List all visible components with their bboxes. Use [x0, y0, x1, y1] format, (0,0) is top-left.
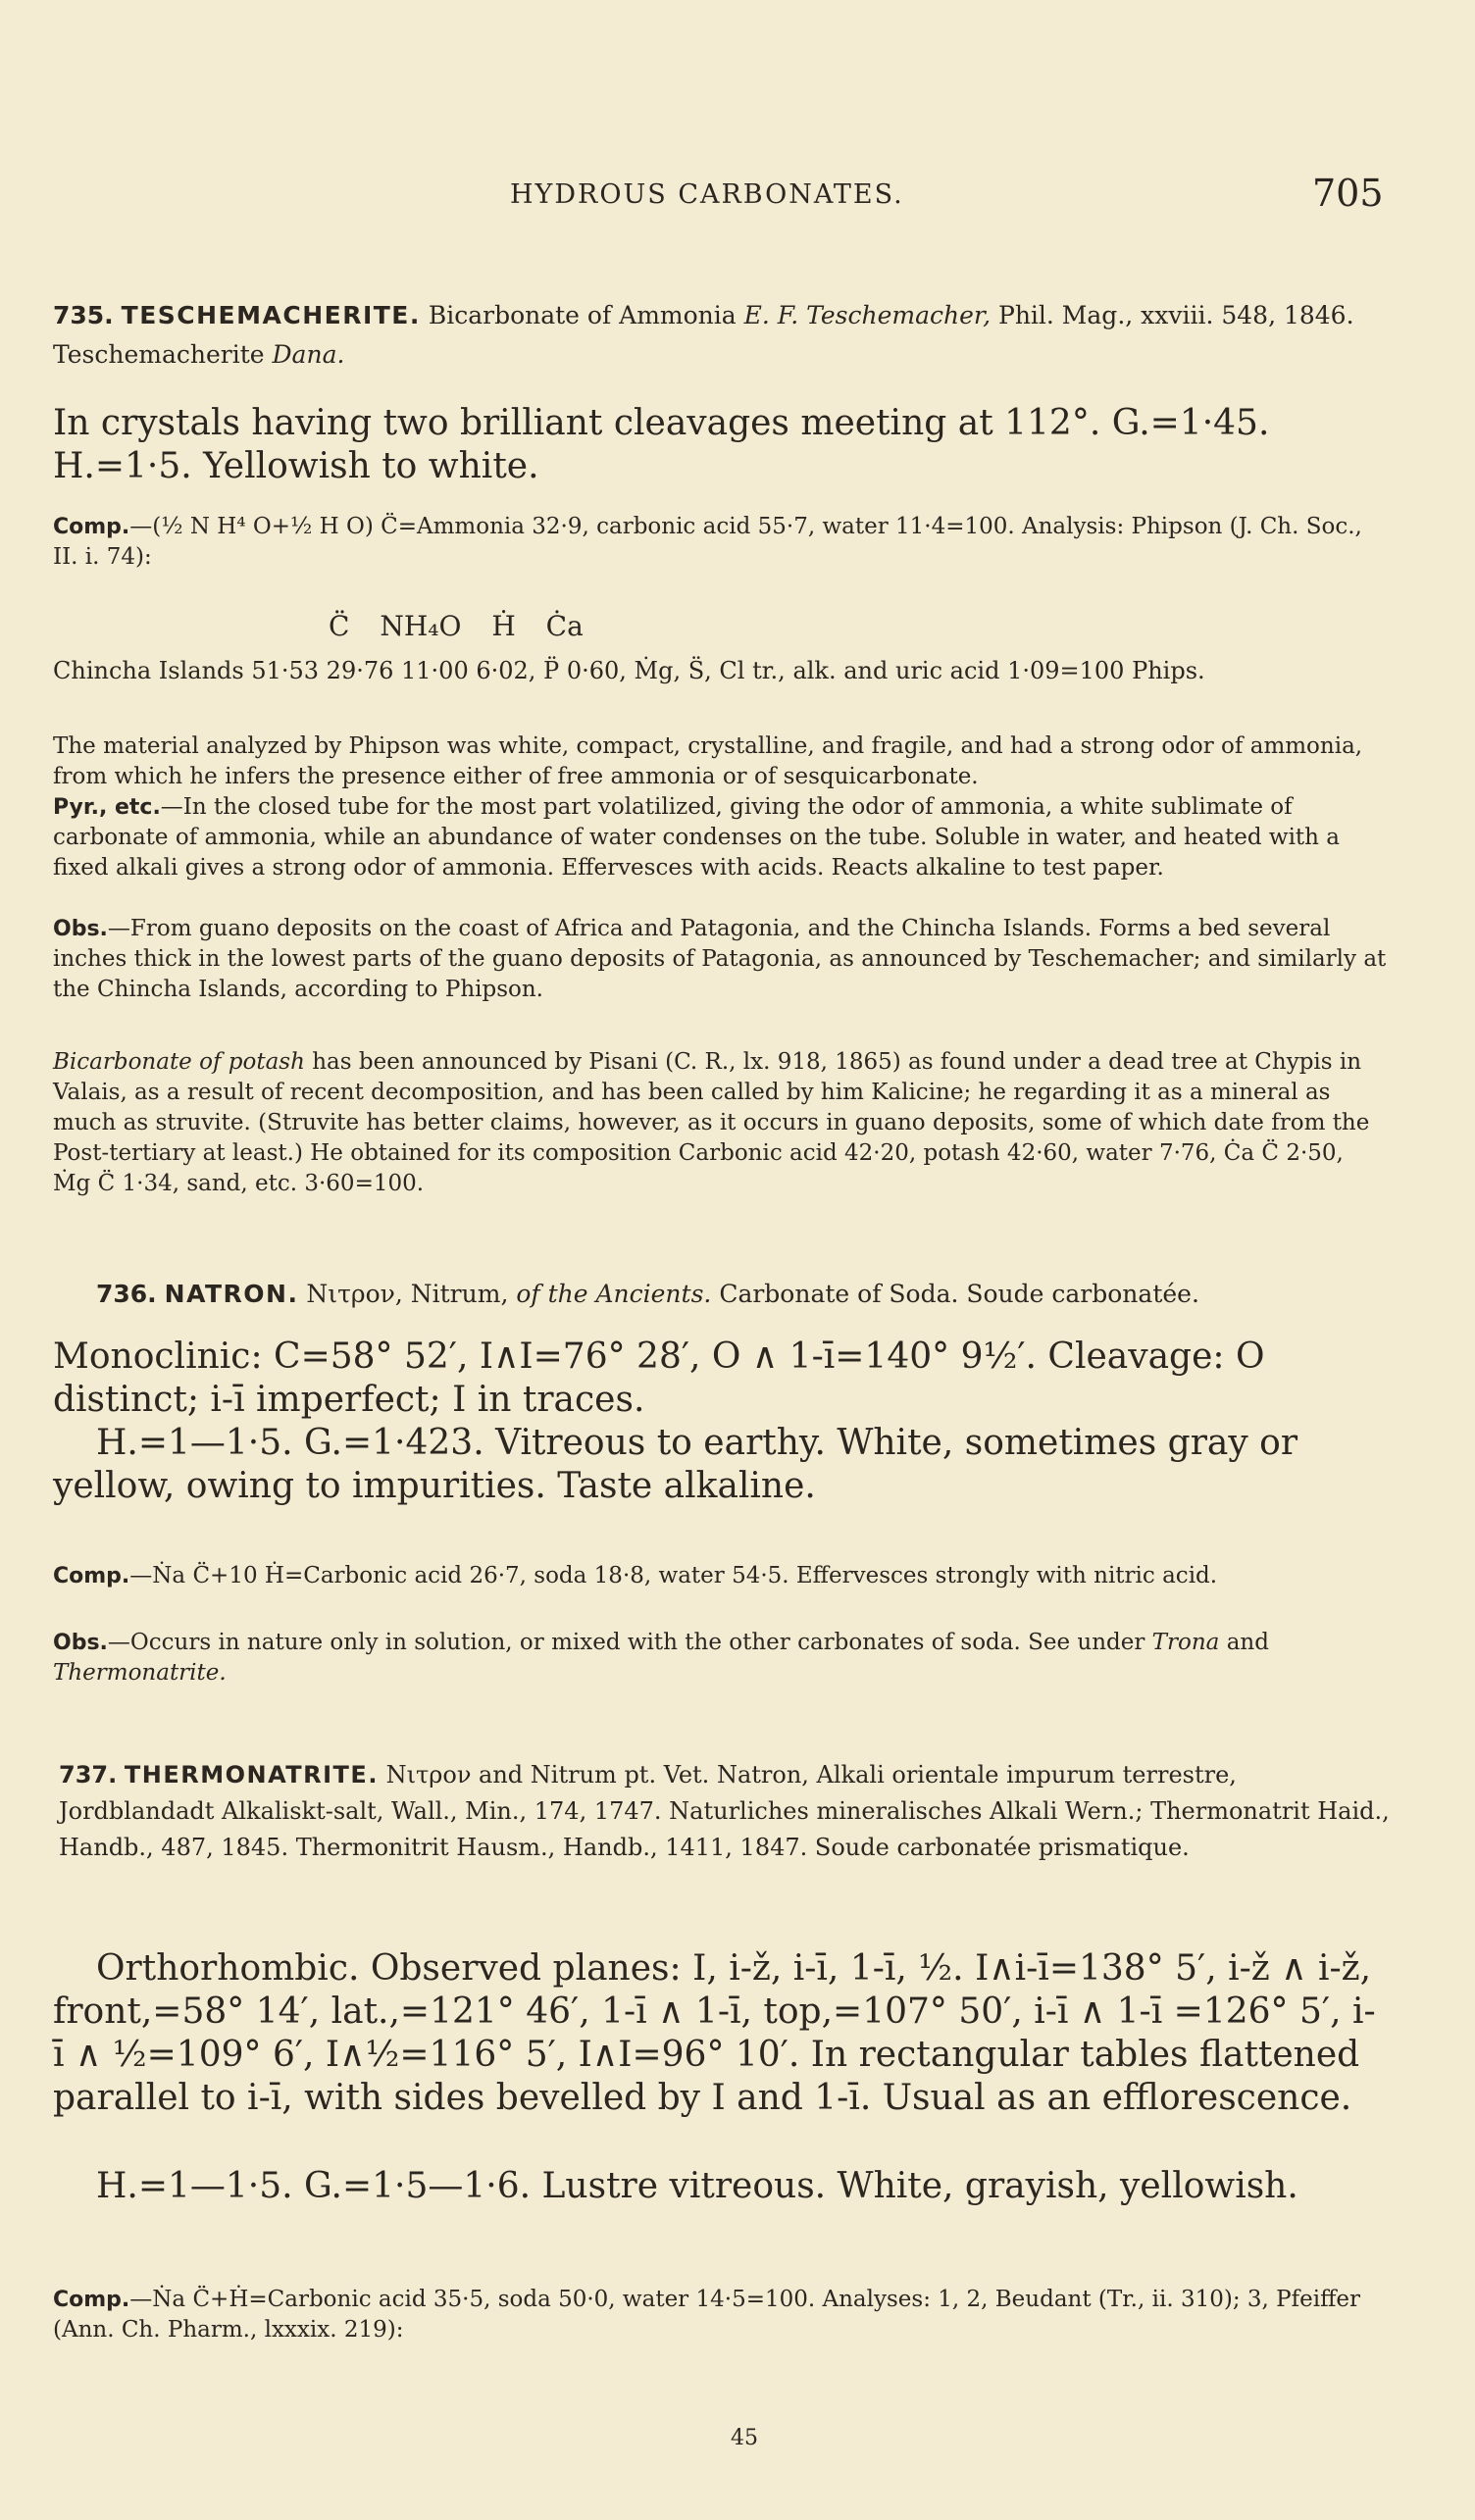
mineral-name: NATRON. [164, 1280, 299, 1308]
entry-reference: Phil. Mag., xxviii. 548, 1846. Teschemacherite [53, 301, 1354, 369]
and-word: and [1226, 1630, 1269, 1655]
comp-text: —Ṅa C̈+Ḣ=Carbonic acid 35·5, soda 50·0, water 14·5=100. Analyses: 1, 2, Beudant (Tr., ii. 310); 3, Pfeiffer (Ann. Ch. Pharm., lxxxix. 219): [53, 2287, 1361, 2343]
entry-synonyms: Carbonate of Soda. Soude carbonatée. [719, 1280, 1199, 1308]
entry-735-description: In crystals having two brilliant cleavages meeting at 112°. G.=1·45. H.=1·5. Yellowish to white. [53, 403, 1270, 486]
entry-735-pyrognostics [53, 792, 1387, 883]
entry-number: 735. [53, 301, 114, 329]
entry-735-observations [53, 914, 1387, 1005]
obs-label: Obs. [53, 1631, 108, 1655]
analysis-table-row: Chincha Islands 51·53 29·76 11·00 6·02, P̈ 0·60, Ṁg, S̈, Cl tr., alk. and uric acid 1·09=100 Phips. [53, 657, 1205, 684]
entry-736-heading [96, 1275, 1391, 1314]
obs-text: —From guano deposits on the coast of Africa and Patagonia, and the Chincha Islands. Forms a bed several inches thick in the lowest parts of the guano deposits of Patagonia, as announced by Teschemacher; and similarly at the Chincha Islands, according to Phipson. [53, 916, 1387, 1002]
comp-text: —Ṅa C̈+10 Ḣ=Carbonic acid 26·7, soda 18·8, water 54·5. Effervesces strongly with nitric acid. [129, 1563, 1218, 1588]
entry-736-composition [53, 1561, 1387, 1591]
entry-dana: Dana. [272, 340, 345, 369]
entry-736-crystallography: Monoclinic: C=58° 52′, I∧I=76° 28′, O ∧ 1-ī=140° 9½′. Cleavage: O distinct; i-ī imperfect; I in traces. [53, 1336, 1265, 1420]
latin-name: Nitrum, [410, 1280, 509, 1308]
entry-737-crystallography: Orthorhombic. Observed planes: I, i-ž, i-ī, 1-ī, ½. I∧i-ī=138° 5′, i-ž ∧ i-ž, front,=58° 14′, lat.,=121° 46′, 1-ī ∧ 1-ī, top,=107° 50′, i-ī ∧ 1-ī =126° 5′, i-ī ∧ ½=109° 6′, I∧½=116° 5′, I∧I=96° 10′. In rectangular tables flattened parallel to i-ī, with sides bevelled by I and 1-ī. Usual as an efflorescence. [53, 1948, 1376, 2118]
entry-number: 736. [96, 1280, 157, 1308]
ancients: of the Ancients. [516, 1280, 712, 1308]
bicarbonate-text: has been announced by Pisani (C. R., lx. 918, 1865) as found under a dead tree at Chypis in Valais, as a result of recent decomposition, and has been called by him Kalicine; he regarding it as a mineral as much as struvite. (Struvite has better claims, however, as it occurs in guano deposits, some of which date from the Post-tertiary at least.) He obtained for its composition Carbonic acid 42·20, potash 42·60, water 7·76, Ċa C̈ 2·50, Ṁg C̈ 1·34, sand, etc. 3·60=100. [53, 1049, 1370, 1196]
entry-737-composition [53, 2285, 1387, 2345]
trona-ref: Trona [1151, 1630, 1220, 1655]
entry-737-heading [59, 1757, 1393, 1866]
bicarbonate-title: Bicarbonate of potash [53, 1049, 305, 1075]
comp-text: —(½ N H⁴ O+½ H O) C̈=Ammonia 32·9, carbonic acid 55·7, water 11·4=100. Analysis: Phipson (J. Ch. Soc., II. i. 74): [53, 514, 1362, 570]
entry-737-properties: H.=1—1·5. G.=1·5—1·6. Lustre vitreous. White, grayish, yellowish. [96, 2166, 1298, 2206]
page-number: 705 [1312, 172, 1384, 215]
entry-736-properties: H.=1—1·5. G.=1·423. Vitreous to earthy. White, sometimes gray or yellow, owing to impurities. Taste alkaline. [53, 1423, 1298, 1506]
mineral-name: TESCHEMACHERITE. [121, 301, 421, 329]
entry-synonyms: Νιτρον and Nitrum pt. Vet. Natron, Alkali orientale impurum terrestre, Jordblandadt Alkaliskt-salt, Wall., Min., 174, 1747. Naturliches mineralisches Alkali Wern.; Thermonatrit Haid., Handb., 487, 1845. Thermonitrit Hausm., Handb., 1411, 1847. Soude carbonatée prismatique. [59, 1761, 1390, 1861]
entry-736-observations [53, 1628, 1387, 1688]
thermonatrite-ref: Thermonatrite. [53, 1660, 227, 1686]
analysis-table-header: C̈ NH₄O Ḣ Ċa [329, 610, 584, 642]
comp-label: Comp. [53, 1564, 130, 1588]
entry-735-composition [53, 512, 1387, 573]
mineral-name: THERMONATRITE. [124, 1761, 379, 1789]
comp-label: Comp. [53, 2288, 130, 2312]
entry-735-bicarbonate-note [53, 1047, 1387, 1199]
entry-735-paragraph: The material analyzed by Phipson was white, compact, crystalline, and fragile, and had a strong odor of ammonia, from which he infers the presence either of free ammonia or of sesquicarbonate. [53, 733, 1363, 789]
signature-mark: 45 [731, 2426, 758, 2450]
running-title: HYDROUS CARBONATES. [510, 179, 904, 210]
entry-synonym: Bicarbonate of Ammonia [428, 301, 737, 329]
pyr-text: —In the closed tube for the most part volatilized, giving the odor of ammonia, a white sublimate of carbonate of ammonia, while an abundance of water condenses on the tube. Soluble in water, and heated with a fixed alkali gives a strong odor of ammonia. Effervesces with acids. Reacts alkaline to test paper. [53, 794, 1340, 881]
obs-label: Obs. [53, 917, 108, 941]
greek-name: Νιτρον, [306, 1280, 403, 1308]
pyr-label: Pyr., etc. [53, 795, 161, 820]
entry-author: E. F. Teschemacher, [743, 301, 992, 329]
obs-text: —Occurs in nature only in solution, or mixed with the other carbonates of soda. See under [107, 1630, 1145, 1655]
entry-735-heading [53, 296, 1387, 375]
comp-label: Comp. [53, 515, 130, 539]
entry-number: 737. [59, 1761, 118, 1789]
